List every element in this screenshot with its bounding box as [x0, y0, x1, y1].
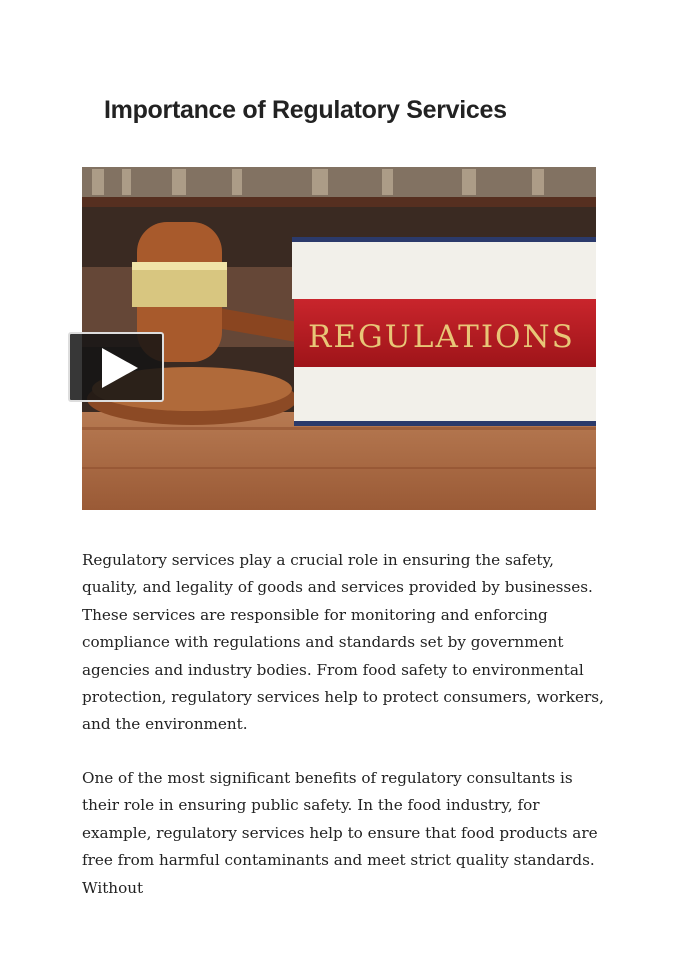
text-line: agencies and industry bodies. From food safety to environmental: [82, 660, 584, 679]
text-line: Regulatory services play a crucial role in ensuring the safety,: [82, 551, 554, 569]
play-icon: [102, 348, 138, 388]
text-line: example, regulatory services help to ensure that food products are: [82, 823, 598, 842]
text-line: protection, regulatory services help to protect consumers, workers,: [82, 688, 604, 707]
paragraph-2: [82, 765, 598, 902]
play-button[interactable]: [68, 332, 164, 402]
text-line: quality, and legality of goods and services provided by businesses.: [82, 578, 593, 597]
book-label: REGULATIONS: [308, 319, 575, 355]
text-line: and the environment.: [82, 715, 248, 734]
page-title: Importance of Regulatory Services: [104, 96, 507, 124]
text-line: free from harmful contaminants and meet strict quality standards.: [82, 851, 595, 870]
text-line: These services are responsible for monitoring and enforcing: [82, 605, 548, 624]
text-line: One of the most significant benefits of regulatory consultants is: [82, 769, 573, 787]
text-line: Without: [82, 878, 144, 897]
paragraph-1: [82, 547, 604, 739]
text-line: compliance with regulations and standards set by government: [82, 633, 564, 652]
text-line: their role in ensuring public safety. In the food industry, for: [82, 796, 540, 815]
